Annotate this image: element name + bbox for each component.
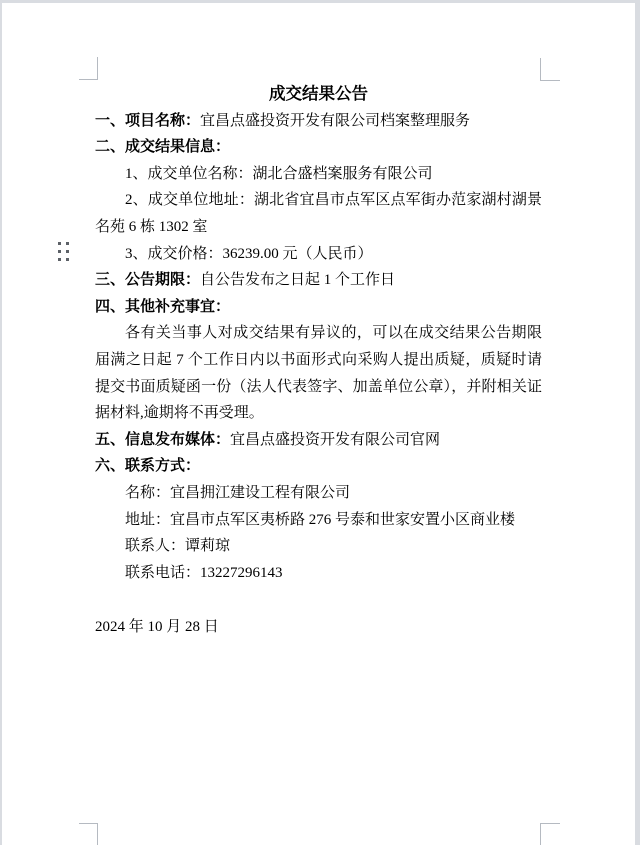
date-line: 2024 年 10 月 28 日 <box>95 619 219 636</box>
winner-address-line: 2、成交单位地址：湖北省宜昌市点军区点军街办范家湖村湖景名苑 6 栋 1302 室 <box>95 192 542 235</box>
section-label: 四、其他补充事宜： <box>95 298 231 315</box>
announcement-period-line <box>95 267 542 294</box>
section-text: 宜昌点盛投资开发有限公司官网 <box>230 431 441 448</box>
text-boundary-mark-bottom-right <box>540 823 560 845</box>
contact-person-line: 联系人：谭莉琼 <box>125 538 231 555</box>
section-label: 一、项目名称： <box>95 112 201 129</box>
publish-media-line <box>95 427 542 454</box>
drag-handle-dot <box>66 250 69 253</box>
document-title: 成交结果公告 <box>269 84 368 103</box>
supplementary-heading <box>95 294 542 321</box>
contact-heading <box>95 453 542 480</box>
contact-name-line: 名称：宜昌拥江建设工程有限公司 <box>125 484 351 501</box>
section-text: 自公告发布之日起 1 个工作日 <box>200 272 396 289</box>
section-label: 二、成交结果信息： <box>95 139 231 156</box>
objection-paragraph: 各有关当事人对成交结果有异议的，可以在成交结果公告期限届满之日起 7 个工作日内以书面形式向采购人提出质疑，质疑时请提交书面质疑函一份（法人代表签字、加盖单位公章），并附相关证据材料,逾期将不再受理。 <box>95 325 542 422</box>
section-label: 六、联系方式： <box>95 458 201 475</box>
section-label: 五、信息发布媒体： <box>95 431 231 448</box>
document-body <box>95 81 542 641</box>
drag-handle-dot <box>66 242 69 245</box>
drag-handle-icon[interactable] <box>58 242 69 261</box>
winner-name-line: 1、成交单位名称：湖北合盛档案服务有限公司 <box>125 165 433 182</box>
contact-address-line: 地址：宜昌市点军区夷桥路 276 号泰和世家安置小区商业楼 <box>125 511 516 528</box>
section-text: 宜昌点盛投资开发有限公司档案整理服务 <box>200 112 471 129</box>
text-boundary-mark-top-left <box>79 57 98 80</box>
contact-phone-line: 联系电话：13227296143 <box>125 564 283 581</box>
text-boundary-mark-top-right <box>540 58 560 81</box>
drag-handle-dot <box>58 250 61 253</box>
text-boundary-mark-bottom-left <box>79 823 98 845</box>
document-page[interactable] <box>2 3 635 845</box>
result-info-heading <box>95 134 542 161</box>
price-line: 3、成交价格：36239.00 元（人民币） <box>125 245 373 262</box>
drag-handle-dot <box>58 242 61 245</box>
project-name-line <box>95 108 542 135</box>
section-label: 三、公告期限： <box>95 272 201 289</box>
drag-handle-dot <box>66 258 69 261</box>
drag-handle-dot <box>58 258 61 261</box>
